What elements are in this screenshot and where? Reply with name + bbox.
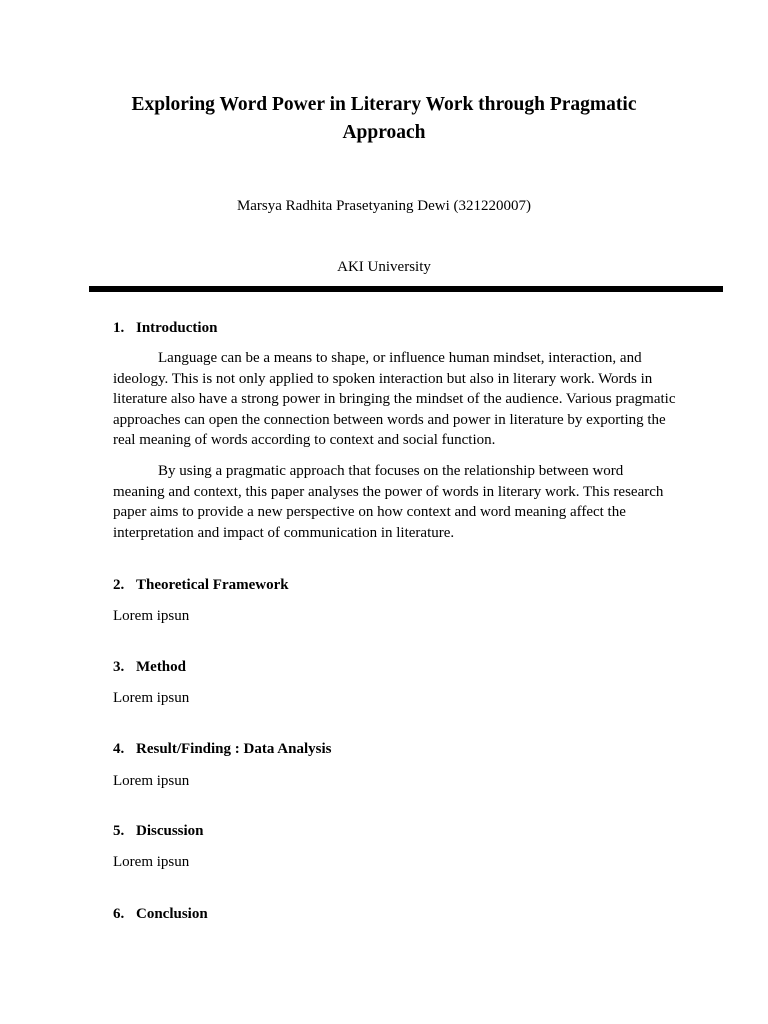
section-title: Conclusion bbox=[136, 906, 208, 922]
title-line-2: Approach bbox=[342, 122, 426, 143]
paragraph-line: interpretation and impact of communication in literature. bbox=[113, 524, 455, 541]
section-body: Lorem ipsun bbox=[113, 854, 190, 870]
section-title: Method bbox=[136, 659, 186, 675]
title-line-1: Exploring Word Power in Literary Work through Pragmatic bbox=[131, 94, 637, 115]
section-title: Result/Finding : Data Analysis bbox=[136, 741, 332, 757]
section-number: 1. bbox=[113, 320, 125, 336]
introduction-paragraph-1 bbox=[113, 348, 688, 451]
section-number: 6. bbox=[113, 906, 125, 922]
section-heading-theoretical-framework bbox=[113, 575, 289, 595]
section-title: Theoretical Framework bbox=[136, 577, 289, 593]
section-body: Lorem ipsun bbox=[113, 773, 190, 789]
section-number: 2. bbox=[113, 577, 125, 593]
section-body: Lorem ipsun bbox=[113, 608, 190, 624]
section-number: 5. bbox=[113, 823, 125, 839]
paragraph-line: Language can be a means to shape, or influence human mindset, interaction, and bbox=[158, 350, 642, 366]
paragraph-line: meaning and context, this paper analyses the power of words in literary work. This research bbox=[113, 483, 664, 500]
section-title: Introduction bbox=[136, 320, 218, 336]
section-title: Discussion bbox=[136, 823, 204, 839]
affiliation: AKI University bbox=[337, 259, 431, 275]
paragraph-line: real meaning of words according to context and social function. bbox=[113, 432, 496, 448]
title-divider bbox=[89, 286, 723, 292]
author-name: Marsya Radhita Prasetyaning Dewi (321220007) bbox=[236, 198, 532, 214]
section-heading-result-finding bbox=[113, 739, 331, 759]
paragraph-line: By using a pragmatic approach that focuses on the relationship between word bbox=[158, 463, 624, 479]
paragraph-line: approaches can open the connection between words and power in literature by exporting the bbox=[113, 411, 666, 428]
section-heading-conclusion bbox=[113, 904, 208, 924]
paragraph-line: ideology. This is not only applied to spoken interaction but also in literary work. Words in bbox=[113, 370, 653, 387]
section-body: Lorem ipsun bbox=[113, 690, 190, 706]
paragraph-line: literature also have a strong power in bringing the mindset of the audience. Various pragmatic bbox=[113, 391, 676, 407]
document-title bbox=[100, 91, 668, 147]
section-heading-method bbox=[113, 657, 186, 677]
section-heading-introduction bbox=[113, 318, 217, 338]
section-number: 3. bbox=[113, 659, 125, 675]
introduction-paragraph-2 bbox=[113, 461, 688, 543]
section-heading-discussion bbox=[113, 821, 204, 841]
section-number: 4. bbox=[113, 741, 125, 757]
paragraph-line: paper aims to provide a new perspective on how context and word meaning affect the bbox=[113, 504, 626, 520]
